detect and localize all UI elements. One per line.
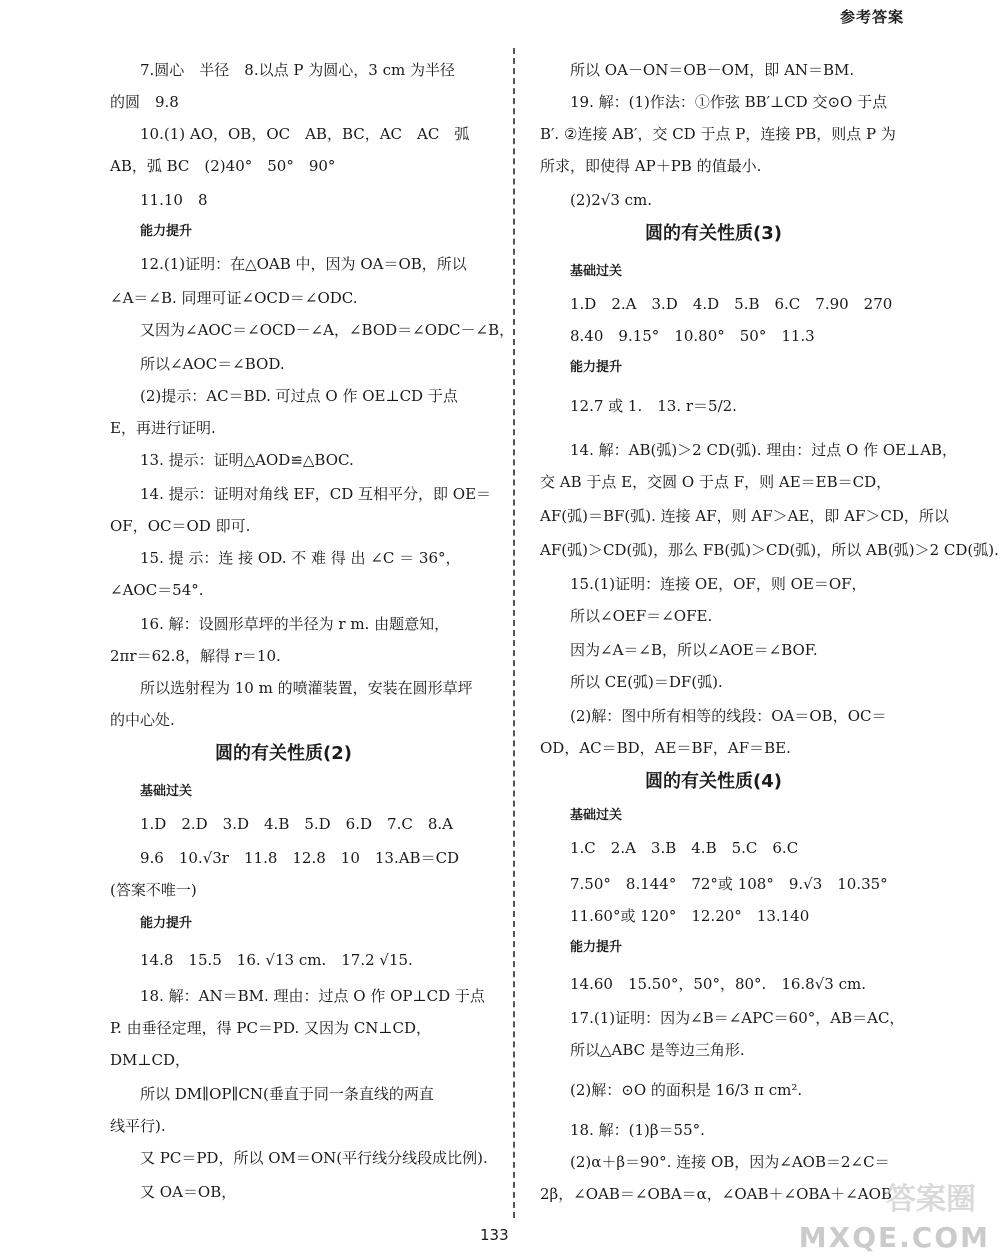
answer-line: 的圆 9.8 [110, 93, 179, 111]
answer-line: 1.C 2.A 3.B 4.B 5.C 6.C [570, 839, 799, 857]
section-subheading: 基础过关 [140, 784, 193, 799]
answer-line: 16. 解：设圆形草坪的半径为 r m. 由题意知， [140, 615, 450, 633]
section-subheading: 基础过关 [570, 264, 623, 279]
column-divider [513, 48, 515, 1218]
section-subheading: 能力提升 [570, 360, 623, 375]
answer-line: 15.(1)证明：连接 OE，OF，则 OE＝OF， [570, 575, 867, 593]
answer-line: 13. 提示：证明△AOD≌△BOC. [140, 451, 354, 469]
answer-line: 1.D 2.A 3.D 4.D 5.B 6.C 7.90 270 [570, 295, 893, 313]
answer-line: 所以选射程为 10 m 的喷灌装置，安装在圆形草坪 [140, 679, 473, 697]
answer-line: 11.10 8 [140, 191, 208, 209]
section-title: 圆的有关性质(2) [215, 743, 352, 764]
answer-line: 的中心处. [110, 711, 175, 729]
section-subheading: 能力提升 [570, 940, 623, 955]
watermark: MXQE.COM [798, 1221, 990, 1254]
answer-line: 又因为∠AOC＝∠OCD－∠A，∠BOD＝∠ODC－∠B， [140, 321, 515, 339]
answer-line: 所以 CE(弧)＝DF(弧). [570, 673, 723, 691]
answer-line: 7.50° 8.144° 72°或 108° 9.√3 10.35° [570, 875, 888, 893]
answer-line: P. 由垂径定理，得 PC＝PD. 又因为 CN⊥CD， [110, 1019, 432, 1037]
answer-line: 所以△ABC 是等边三角形. [570, 1041, 745, 1059]
answer-line: B′. ②连接 AB′，交 CD 于点 P，连接 PB，则点 P 为 [540, 125, 896, 143]
answer-line: 9.6 10.√3r 11.8 12.8 10 13.AB＝CD [140, 849, 460, 867]
answer-line: 14.8 15.5 16. √13 cm. 17.2 √15. [140, 951, 413, 969]
answer-line: 10.(1) AO，OB，OC AB，BC，AC AC 弧 [140, 125, 470, 143]
section-title: 圆的有关性质(4) [645, 771, 782, 792]
answer-line: 11.60°或 120° 12.20° 13.140 [570, 907, 810, 925]
answer-line: 所以 OA－ON＝OB－OM，即 AN＝BM. [570, 61, 855, 79]
answer-line: (答案不唯一) [110, 881, 197, 899]
answer-line: 又 PC＝PD，所以 OM＝ON(平行线分线段成比例). [140, 1149, 488, 1167]
answer-line: 12.7 或 1. 13. r＝5/2. [570, 397, 737, 415]
watermark-logo: 答案圈 [886, 1182, 976, 1217]
answer-line: 所以 DM∥OP∥CN(垂直于同一条直线的两直 [140, 1085, 434, 1103]
answer-line: (2)α＋β＝90°. 连接 OB，因为∠AOB＝2∠C＝ [570, 1153, 890, 1171]
answer-line: 14. 提示：证明对角线 EF，CD 互相平分，即 OE＝ [140, 485, 492, 503]
answer-line: 所求，即使得 AP＋PB 的值最小. [540, 157, 762, 175]
answer-line: 7.圆心 半径 8.以点 P 为圆心，3 cm 为半径 [140, 61, 455, 79]
answer-line: (2)解：⊙O 的面积是 16/3 π cm². [570, 1081, 803, 1099]
answer-line: AF(弧)＞CD(弧)，那么 FB(弧)＞CD(弧)，所以 AB(弧)＞2 CD(弧). [540, 541, 999, 559]
answer-line: 1.D 2.D 3.D 4.B 5.D 6.D 7.C 8.A [140, 815, 453, 833]
answer-line: 15. 提 示：连 接 OD. 不 难 得 出 ∠C ＝ 36°， [140, 549, 461, 567]
answer-line: ∠AOC＝54°. [110, 581, 204, 599]
answer-line: 14. 解：AB(弧)＞2 CD(弧). 理由：过点 O 作 OE⊥AB， [570, 441, 958, 459]
answer-line: 18. 解：(1)β＝55°. [570, 1121, 705, 1139]
answer-line: (2)2√3 cm. [570, 191, 653, 209]
answer-line: 所以∠AOC＝∠BOD. [140, 355, 285, 373]
section-subheading: 能力提升 [140, 916, 193, 931]
answer-line: 2β，∠OAB＝∠OBA＝α，∠OAB＋∠OBA＋∠AOB [540, 1185, 892, 1203]
section-subheading: 能力提升 [140, 224, 193, 239]
section-subheading: 基础过关 [570, 808, 623, 823]
answer-line: 2πr＝62.8，解得 r＝10. [110, 647, 281, 665]
answer-line: OD，AC＝BD，AE＝BF，AF＝BE. [540, 739, 791, 757]
answer-line: 18. 解：AN＝BM. 理由：过点 O 作 OP⊥CD 于点 [140, 987, 485, 1005]
answer-line: 12.(1)证明：在△OAB 中，因为 OA＝OB，所以 [140, 255, 467, 273]
answer-line: 交 AB 于点 E，交圆 O 于点 F，则 AE＝EB＝CD， [540, 473, 892, 491]
answer-line: (2)解：图中所有相等的线段：OA＝OB，OC＝ [570, 707, 887, 725]
answer-line: E，再进行证明. [110, 419, 216, 437]
answer-line: (2)提示：AC＝BD. 可过点 O 作 OE⊥CD 于点 [140, 387, 458, 405]
answer-line: 19. 解：(1)作法：①作弦 BB′⊥CD 交⊙O 于点 [570, 93, 888, 111]
answer-line: 所以∠OEF＝∠OFE. [570, 607, 713, 625]
answer-line: 因为∠A＝∠B，所以∠AOE＝∠BOF. [570, 641, 818, 659]
answer-line: DM⊥CD， [110, 1051, 190, 1069]
answer-line: 17.(1)证明：因为∠B＝∠APC＝60°，AB＝AC， [570, 1009, 905, 1027]
answer-line: OF，OC＝OD 即可. [110, 517, 251, 535]
section-title: 圆的有关性质(3) [645, 223, 782, 244]
answer-line: AF(弧)＝BF(弧). 连接 AF，则 AF＞AE，即 AF＞CD，所以 [540, 507, 949, 525]
answer-line: 8.40 9.15° 10.80° 50° 11.3 [570, 327, 815, 345]
answer-line: ∠A＝∠B. 同理可证∠OCD＝∠ODC. [110, 289, 358, 307]
page-number: 133 [480, 1226, 509, 1244]
answer-line: 14.60 15.50°，50°，80°. 16.8√3 cm. [570, 975, 866, 993]
answer-line: 又 OA＝OB， [140, 1183, 237, 1201]
answer-line: 线平行). [110, 1117, 166, 1135]
page-header: 参考答案 [839, 8, 904, 26]
answer-line: AB，弧 BC (2)40° 50° 90° [110, 157, 336, 175]
